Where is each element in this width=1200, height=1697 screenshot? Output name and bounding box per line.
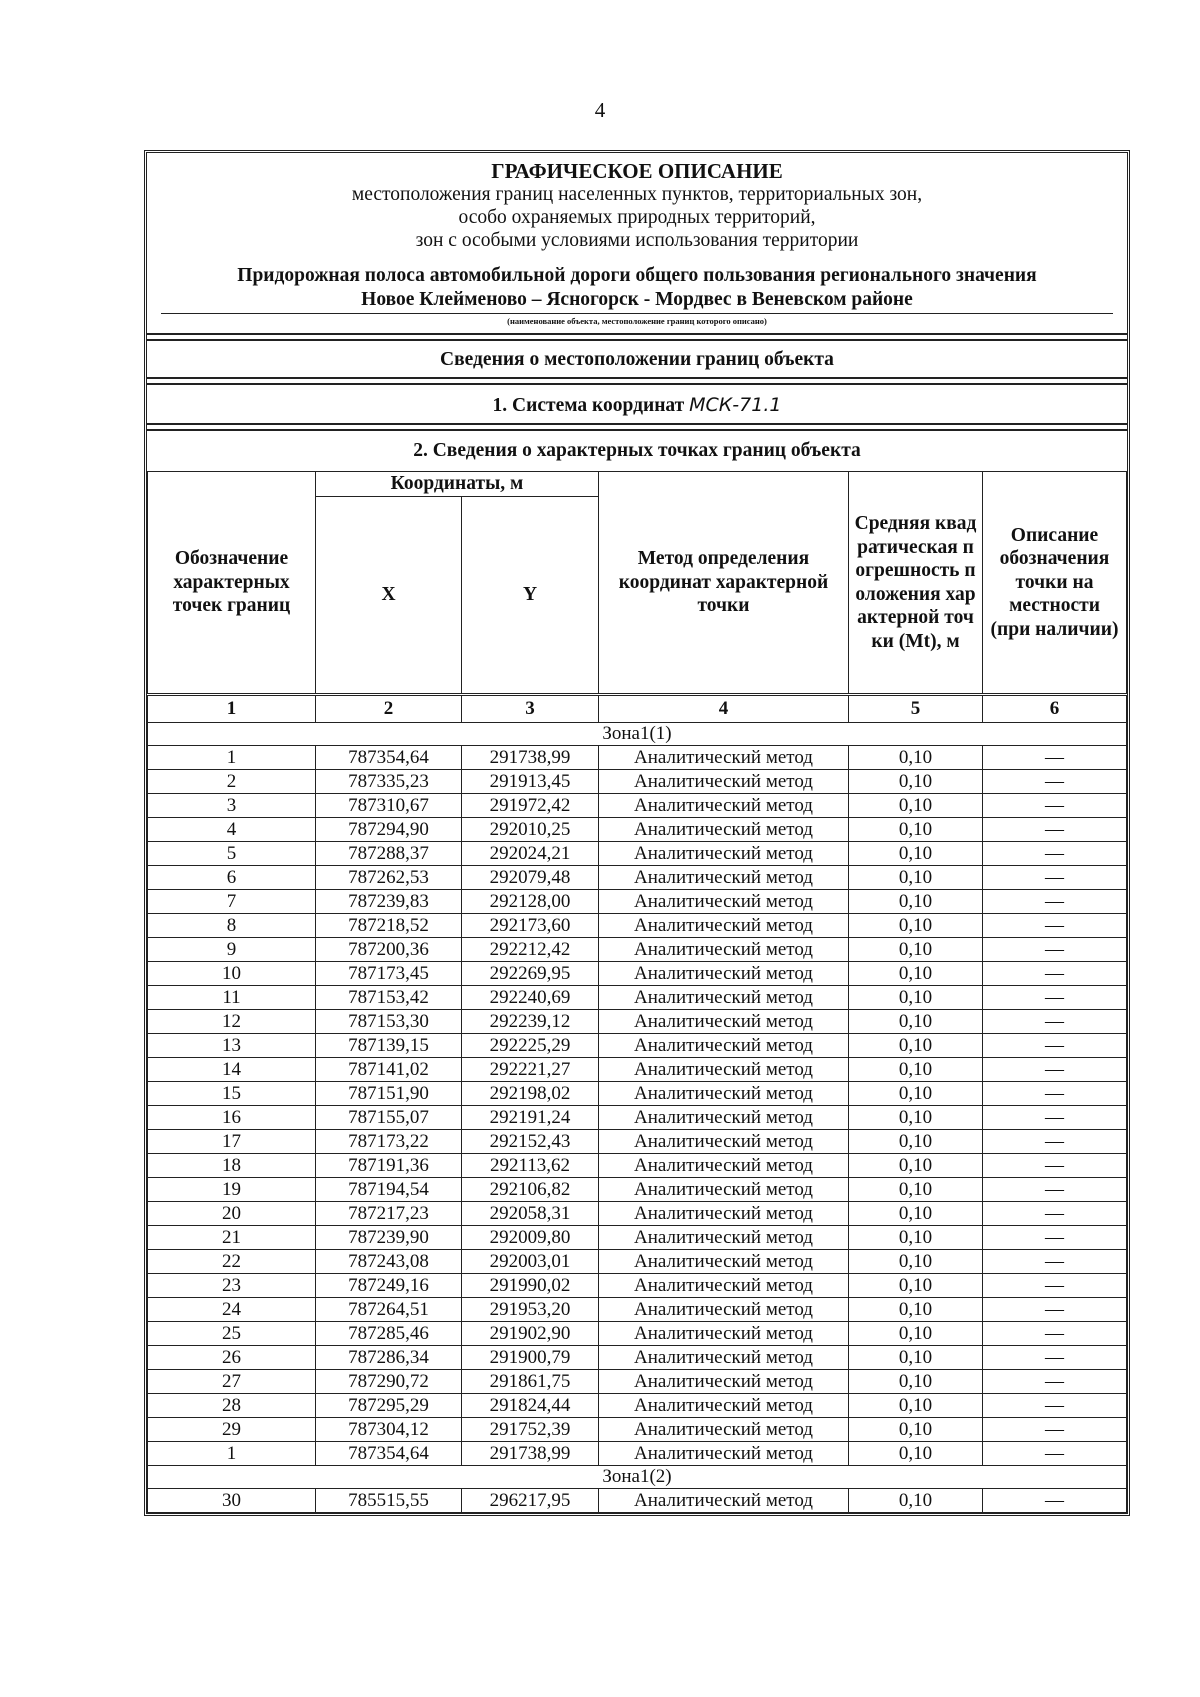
point-number: 1 — [148, 1442, 316, 1466]
point-number: 3 — [148, 794, 316, 818]
method: Аналитический метод — [599, 866, 849, 890]
error-value: 0,10 — [849, 818, 983, 842]
subtitle-line-2: особо охраняемых природных территорий, — [458, 207, 816, 228]
method: Аналитический метод — [599, 1418, 849, 1442]
column-number: 6 — [983, 695, 1127, 723]
point-number: 20 — [148, 1202, 316, 1226]
method: Аналитический метод — [599, 746, 849, 770]
header-y: Y — [462, 497, 599, 695]
description-value: — — [983, 866, 1127, 890]
table-row — [148, 794, 1127, 818]
error-value: 0,10 — [849, 1322, 983, 1346]
description-value: — — [983, 986, 1127, 1010]
column-number: 1 — [148, 695, 316, 723]
table-row — [148, 1489, 1127, 1513]
crs-heading — [147, 385, 1127, 425]
coord-x: 787239,83 — [316, 890, 462, 914]
header-block — [147, 153, 1127, 335]
error-value: 0,10 — [849, 1226, 983, 1250]
coord-y: 291953,20 — [462, 1298, 599, 1322]
coord-y: 291913,45 — [462, 770, 599, 794]
description-value: — — [983, 1130, 1127, 1154]
point-number: 9 — [148, 938, 316, 962]
error-value: 0,10 — [849, 914, 983, 938]
point-number: 28 — [148, 1394, 316, 1418]
description-value: — — [983, 1394, 1127, 1418]
table-row — [148, 1442, 1127, 1466]
description-value: — — [983, 818, 1127, 842]
object-caption: (наименование объекта, местоположение границ которого описано) — [507, 316, 767, 326]
coord-y: 292106,82 — [462, 1178, 599, 1202]
method: Аналитический метод — [599, 794, 849, 818]
points-info-heading: 2. Сведения о характерных точках границ объекта — [413, 440, 861, 461]
error-value: 0,10 — [849, 794, 983, 818]
coord-x: 787354,64 — [316, 746, 462, 770]
method: Аналитический метод — [599, 1034, 849, 1058]
method: Аналитический метод — [599, 1010, 849, 1034]
coord-x: 787153,42 — [316, 986, 462, 1010]
document-title: ГРАФИЧЕСКОЕ ОПИСАНИЕ — [491, 159, 783, 183]
error-value: 0,10 — [849, 1394, 983, 1418]
point-number: 17 — [148, 1130, 316, 1154]
point-number: 30 — [148, 1489, 316, 1513]
table-row — [148, 986, 1127, 1010]
table-row — [148, 1370, 1127, 1394]
error-value: 0,10 — [849, 890, 983, 914]
point-number: 15 — [148, 1082, 316, 1106]
error-value: 0,10 — [849, 746, 983, 770]
points-table — [147, 471, 1127, 1513]
method: Аналитический метод — [599, 1346, 849, 1370]
method: Аналитический метод — [599, 770, 849, 794]
point-number: 26 — [148, 1346, 316, 1370]
coord-x: 787141,02 — [316, 1058, 462, 1082]
coord-x: 787335,23 — [316, 770, 462, 794]
table-row — [148, 1250, 1127, 1274]
method: Аналитический метод — [599, 1322, 849, 1346]
coord-y: 292113,62 — [462, 1154, 599, 1178]
coord-y: 291902,90 — [462, 1322, 599, 1346]
error-value: 0,10 — [849, 1010, 983, 1034]
point-number: 13 — [148, 1034, 316, 1058]
error-value: 0,10 — [849, 1034, 983, 1058]
column-number: 2 — [316, 695, 462, 723]
error-value: 0,10 — [849, 1489, 983, 1513]
document-frame — [144, 150, 1130, 1516]
error-value: 0,10 — [849, 1082, 983, 1106]
header-description: Описание обозначения точки на местности (при наличии) — [983, 472, 1127, 695]
point-number: 23 — [148, 1274, 316, 1298]
table-row — [148, 1106, 1127, 1130]
zone-header-row — [148, 723, 1127, 746]
crs-value: МСК-71.1 — [689, 394, 782, 416]
coord-y: 292152,43 — [462, 1130, 599, 1154]
point-number: 2 — [148, 770, 316, 794]
coord-x: 787243,08 — [316, 1250, 462, 1274]
description-value: — — [983, 1058, 1127, 1082]
coord-x: 787151,90 — [316, 1082, 462, 1106]
table-row — [148, 866, 1127, 890]
method: Аналитический метод — [599, 938, 849, 962]
coord-x: 787139,15 — [316, 1034, 462, 1058]
method: Аналитический метод — [599, 1298, 849, 1322]
description-value: — — [983, 1370, 1127, 1394]
coord-x: 787264,51 — [316, 1298, 462, 1322]
point-number: 5 — [148, 842, 316, 866]
coord-x: 787239,90 — [316, 1226, 462, 1250]
table-row — [148, 1226, 1127, 1250]
error-value: 0,10 — [849, 1058, 983, 1082]
coord-x: 787249,16 — [316, 1274, 462, 1298]
coord-x: 787173,45 — [316, 962, 462, 986]
coord-x: 787304,12 — [316, 1418, 462, 1442]
description-value: — — [983, 1274, 1127, 1298]
method: Аналитический метод — [599, 1202, 849, 1226]
coord-y: 291861,75 — [462, 1370, 599, 1394]
method: Аналитический метод — [599, 1130, 849, 1154]
point-number: 19 — [148, 1178, 316, 1202]
coord-x: 787194,54 — [316, 1178, 462, 1202]
coord-y: 291738,99 — [462, 746, 599, 770]
table-row — [148, 1082, 1127, 1106]
description-value: — — [983, 1226, 1127, 1250]
error-value: 0,10 — [849, 1202, 983, 1226]
coord-x: 787153,30 — [316, 1010, 462, 1034]
zone-name: Зона1(2) — [148, 1466, 1127, 1489]
coord-x: 787310,67 — [316, 794, 462, 818]
point-number: 24 — [148, 1298, 316, 1322]
table-row — [148, 1130, 1127, 1154]
point-number: 21 — [148, 1226, 316, 1250]
coord-x: 787200,36 — [316, 938, 462, 962]
description-value: — — [983, 1202, 1127, 1226]
coord-y: 292010,25 — [462, 818, 599, 842]
error-value: 0,10 — [849, 986, 983, 1010]
table-row — [148, 1394, 1127, 1418]
coord-y: 291738,99 — [462, 1442, 599, 1466]
description-value: — — [983, 1250, 1127, 1274]
error-value: 0,10 — [849, 1298, 983, 1322]
error-value: 0,10 — [849, 842, 983, 866]
coord-y: 292221,27 — [462, 1058, 599, 1082]
subtitle-line-3: зон с особыми условиями использования территории — [415, 230, 859, 251]
table-row — [148, 938, 1127, 962]
description-value: — — [983, 1298, 1127, 1322]
description-value: — — [983, 1442, 1127, 1466]
location-info-heading: Сведения о местоположении границ объекта — [147, 341, 1127, 379]
method: Аналитический метод — [599, 890, 849, 914]
coord-x: 787285,46 — [316, 1322, 462, 1346]
point-number: 6 — [148, 866, 316, 890]
description-value: — — [983, 1010, 1127, 1034]
method: Аналитический метод — [599, 962, 849, 986]
point-number: 10 — [148, 962, 316, 986]
subtitle-line-1: местоположения границ населенных пунктов, территориальных зон, — [351, 184, 923, 205]
method: Аналитический метод — [599, 1082, 849, 1106]
error-value: 0,10 — [849, 1130, 983, 1154]
method: Аналитический метод — [599, 1442, 849, 1466]
table-row — [148, 842, 1127, 866]
error-value: 0,10 — [849, 866, 983, 890]
coord-x: 785515,55 — [316, 1489, 462, 1513]
table-row — [148, 1322, 1127, 1346]
point-number: 8 — [148, 914, 316, 938]
description-value: — — [983, 1154, 1127, 1178]
description-value: — — [983, 1346, 1127, 1370]
description-value: — — [983, 938, 1127, 962]
column-number: 4 — [599, 695, 849, 723]
coord-y: 292240,69 — [462, 986, 599, 1010]
table-row — [148, 1178, 1127, 1202]
coord-y: 292225,29 — [462, 1034, 599, 1058]
point-number: 18 — [148, 1154, 316, 1178]
table-row — [148, 1418, 1127, 1442]
coord-x: 787294,90 — [316, 818, 462, 842]
coord-y: 291990,02 — [462, 1274, 599, 1298]
description-value: — — [983, 1418, 1127, 1442]
zone-header-row — [148, 1466, 1127, 1489]
coord-y: 292024,21 — [462, 842, 599, 866]
coord-y: 292173,60 — [462, 914, 599, 938]
description-value: — — [983, 962, 1127, 986]
column-number: 5 — [849, 695, 983, 723]
table-row — [148, 770, 1127, 794]
coord-y: 292191,24 — [462, 1106, 599, 1130]
description-value: — — [983, 770, 1127, 794]
coord-x: 787155,07 — [316, 1106, 462, 1130]
header-method: Метод определения координат характерной точки — [599, 472, 849, 695]
method: Аналитический метод — [599, 1370, 849, 1394]
header-error: Средняя квадратическая погрешность положения характерной точки (Мt), м — [849, 472, 983, 695]
description-value: — — [983, 1082, 1127, 1106]
table-row — [148, 1274, 1127, 1298]
error-value: 0,10 — [849, 1442, 983, 1466]
description-value: — — [983, 1322, 1127, 1346]
object-name — [157, 264, 1117, 314]
description-value: — — [983, 1034, 1127, 1058]
error-value: 0,10 — [849, 962, 983, 986]
header-coords: Координаты, м — [316, 472, 599, 497]
error-value: 0,10 — [849, 938, 983, 962]
method: Аналитический метод — [599, 1489, 849, 1513]
column-numbers-row — [148, 695, 1127, 723]
point-number: 7 — [148, 890, 316, 914]
table-row — [148, 1010, 1127, 1034]
coord-y: 291900,79 — [462, 1346, 599, 1370]
method: Аналитический метод — [599, 1226, 849, 1250]
coord-x: 787286,34 — [316, 1346, 462, 1370]
point-number: 27 — [148, 1370, 316, 1394]
coord-y: 291824,44 — [462, 1394, 599, 1418]
coord-y: 292198,02 — [462, 1082, 599, 1106]
table-row — [148, 1058, 1127, 1082]
method: Аналитический метод — [599, 1394, 849, 1418]
coord-x: 787173,22 — [316, 1130, 462, 1154]
description-value: — — [983, 794, 1127, 818]
page-number: 4 — [594, 98, 606, 122]
object-name-line-1: Придорожная полоса автомобильной дороги общего пользования регионального значения — [237, 265, 1037, 286]
table-row — [148, 962, 1127, 986]
description-value: — — [983, 842, 1127, 866]
crs-label: 1. Система координат — [492, 395, 690, 416]
method: Аналитический метод — [599, 1058, 849, 1082]
method: Аналитический метод — [599, 986, 849, 1010]
description-value: — — [983, 1489, 1127, 1513]
method: Аналитический метод — [599, 1106, 849, 1130]
point-number: 22 — [148, 1250, 316, 1274]
description-value: — — [983, 1178, 1127, 1202]
column-number: 3 — [462, 695, 599, 723]
method: Аналитический метод — [599, 842, 849, 866]
coord-y: 292079,48 — [462, 866, 599, 890]
table-row — [148, 746, 1127, 770]
method: Аналитический метод — [599, 818, 849, 842]
table-row — [148, 914, 1127, 938]
point-number: 4 — [148, 818, 316, 842]
method: Аналитический метод — [599, 1178, 849, 1202]
header-x: X — [316, 497, 462, 695]
coord-y: 292003,01 — [462, 1250, 599, 1274]
coord-x: 787191,36 — [316, 1154, 462, 1178]
coord-y: 291972,42 — [462, 794, 599, 818]
method: Аналитический метод — [599, 914, 849, 938]
object-name-line-2: Новое Клейменово – Ясногорск - Мордвес в Веневском районе — [161, 288, 1113, 314]
error-value: 0,10 — [849, 1346, 983, 1370]
point-number: 12 — [148, 1010, 316, 1034]
coord-y: 292128,00 — [462, 890, 599, 914]
coord-y: 292239,12 — [462, 1010, 599, 1034]
description-value: — — [983, 746, 1127, 770]
coord-x: 787217,23 — [316, 1202, 462, 1226]
point-number: 16 — [148, 1106, 316, 1130]
description-value: — — [983, 890, 1127, 914]
coord-y: 292058,31 — [462, 1202, 599, 1226]
coord-x: 787288,37 — [316, 842, 462, 866]
coord-y: 296217,95 — [462, 1489, 599, 1513]
coord-x: 787290,72 — [316, 1370, 462, 1394]
method: Аналитический метод — [599, 1274, 849, 1298]
table-row — [148, 890, 1127, 914]
point-number: 25 — [148, 1322, 316, 1346]
error-value: 0,10 — [849, 770, 983, 794]
coord-y: 292009,80 — [462, 1226, 599, 1250]
coord-y: 291752,39 — [462, 1418, 599, 1442]
error-value: 0,10 — [849, 1370, 983, 1394]
description-value: — — [983, 914, 1127, 938]
method: Аналитический метод — [599, 1154, 849, 1178]
table-row — [148, 1034, 1127, 1058]
table-row — [148, 1298, 1127, 1322]
error-value: 0,10 — [849, 1418, 983, 1442]
coord-y: 292269,95 — [462, 962, 599, 986]
coord-x: 787295,29 — [316, 1394, 462, 1418]
zone-name: Зона1(1) — [148, 723, 1127, 746]
point-number: 14 — [148, 1058, 316, 1082]
coord-y: 292212,42 — [462, 938, 599, 962]
point-number: 1 — [148, 746, 316, 770]
error-value: 0,10 — [849, 1106, 983, 1130]
error-value: 0,10 — [849, 1274, 983, 1298]
coord-x: 787218,52 — [316, 914, 462, 938]
point-number: 29 — [148, 1418, 316, 1442]
method: Аналитический метод — [599, 1250, 849, 1274]
table-row — [148, 1346, 1127, 1370]
table-row — [148, 1154, 1127, 1178]
table-row — [148, 818, 1127, 842]
error-value: 0,10 — [849, 1178, 983, 1202]
coord-x: 787262,53 — [316, 866, 462, 890]
coord-x: 787354,64 — [316, 1442, 462, 1466]
header-point: Обозначение характерных точек границ — [148, 472, 316, 695]
point-number: 11 — [148, 986, 316, 1010]
description-value: — — [983, 1106, 1127, 1130]
error-value: 0,10 — [849, 1250, 983, 1274]
error-value: 0,10 — [849, 1154, 983, 1178]
table-row — [148, 1202, 1127, 1226]
